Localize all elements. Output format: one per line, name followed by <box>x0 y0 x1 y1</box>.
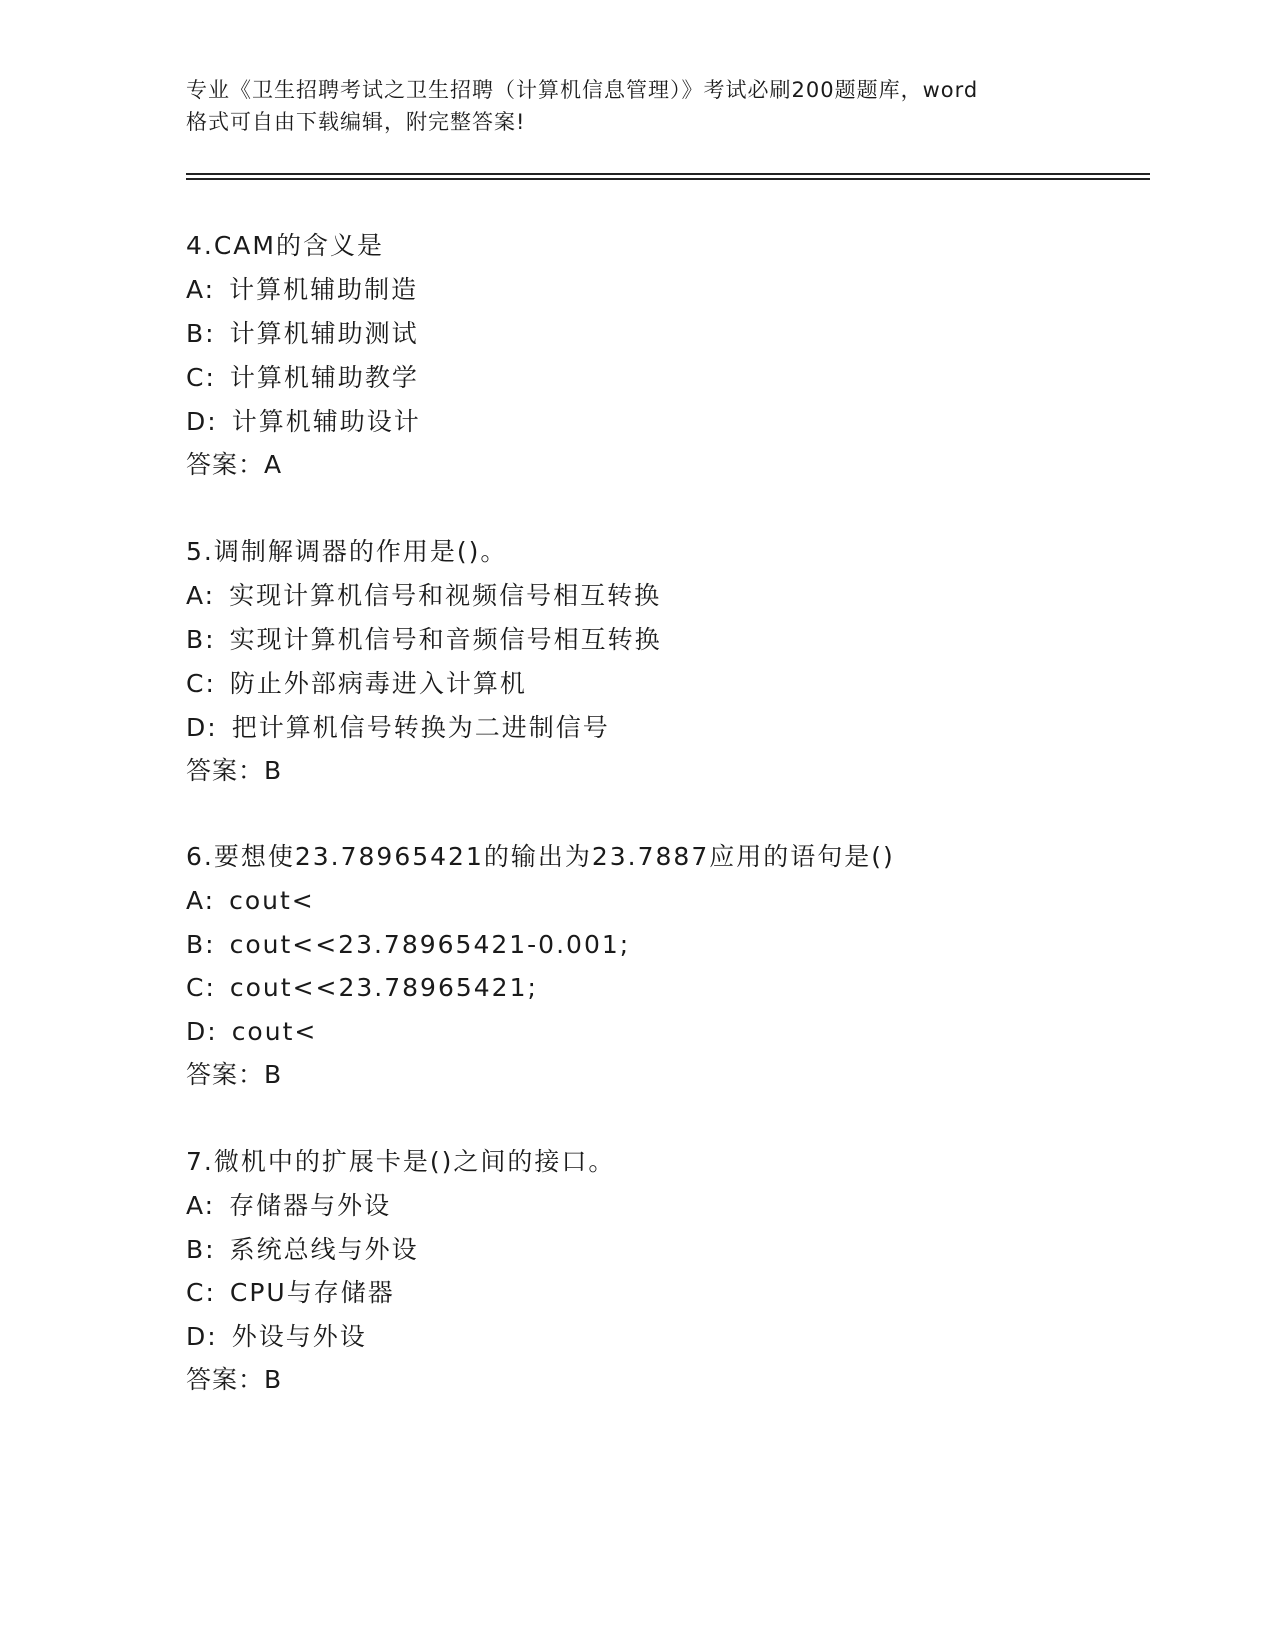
option-text: cout< <box>231 1017 318 1046</box>
option-letter: C: <box>186 973 216 1002</box>
option-letter: C: <box>186 363 216 392</box>
option-letter: A: <box>186 1191 216 1220</box>
option-letter: B: <box>186 319 216 348</box>
option-letter: A: <box>186 275 216 304</box>
option-letter: D: <box>186 1322 218 1351</box>
option-text: 实现计算机信号和视频信号相互转换 <box>229 581 662 610</box>
option-text: cout< <box>229 886 315 915</box>
question-title: 7.微机中的扩展卡是()之间的接口。 <box>186 1147 616 1176</box>
option-letter: C: <box>186 1278 216 1307</box>
header-line-1: 专业《卫生招聘考试之卫生招聘（计算机信息管理）》考试必刷200题题库，word <box>186 78 979 102</box>
option-letter: D: <box>186 1017 218 1046</box>
option-text: 计算机辅助制造 <box>229 275 419 304</box>
option-text: 计算机辅助设计 <box>231 407 421 436</box>
option-letter: B: <box>186 625 216 654</box>
option-text: cout<<23.78965421; <box>229 973 538 1002</box>
option-letter: A: <box>186 886 216 915</box>
option-letter: A: <box>186 581 216 610</box>
option-text: 把计算机信号转换为二进制信号 <box>231 713 610 742</box>
question-option <box>186 669 527 699</box>
option-letter: B: <box>186 930 216 959</box>
question-option <box>186 1235 419 1265</box>
option-letter: C: <box>186 669 216 698</box>
question-option <box>186 930 630 960</box>
question-option <box>186 973 538 1003</box>
question-option <box>186 275 418 305</box>
option-letter: B: <box>186 1235 216 1264</box>
option-text: 计算机辅助教学 <box>229 363 419 392</box>
header-divider-bottom <box>186 178 1150 180</box>
question-option <box>186 1322 367 1352</box>
question-title: 4.CAM的含义是 <box>186 231 384 260</box>
header-divider-top <box>186 173 1150 175</box>
option-text: 系统总线与外设 <box>229 1235 419 1264</box>
question-option <box>186 713 610 743</box>
option-text: 实现计算机信号和音频信号相互转换 <box>229 625 662 654</box>
answer-line: 答案：B <box>186 1060 283 1089</box>
option-text: CPU与存储器 <box>229 1278 395 1307</box>
option-text: cout<<23.78965421-0.001; <box>229 930 631 959</box>
answer-line: 答案：B <box>186 1365 283 1394</box>
question-option <box>186 886 315 916</box>
option-letter: D: <box>186 713 218 742</box>
document-header <box>186 74 1086 138</box>
question-option <box>186 1017 317 1047</box>
question-option <box>186 581 661 611</box>
answer-line: 答案：B <box>186 756 283 785</box>
question-option <box>186 1278 395 1308</box>
option-letter: D: <box>186 407 218 436</box>
option-text: 存储器与外设 <box>229 1191 392 1220</box>
question-option <box>186 363 419 393</box>
option-text: 外设与外设 <box>231 1322 367 1351</box>
question-option <box>186 625 662 655</box>
answer-line: 答案：A <box>186 450 283 479</box>
question-title: 6.要想使23.78965421的输出为23.7887应用的语句是() <box>186 842 895 871</box>
option-text: 防止外部病毒进入计算机 <box>229 669 527 698</box>
question-option <box>186 319 419 349</box>
header-line-2: 格式可自由下载编辑，附完整答案! <box>186 110 526 134</box>
question-option <box>186 1191 391 1221</box>
option-text: 计算机辅助测试 <box>229 319 419 348</box>
question-title: 5.调制解调器的作用是()。 <box>186 537 508 566</box>
question-option <box>186 407 421 437</box>
